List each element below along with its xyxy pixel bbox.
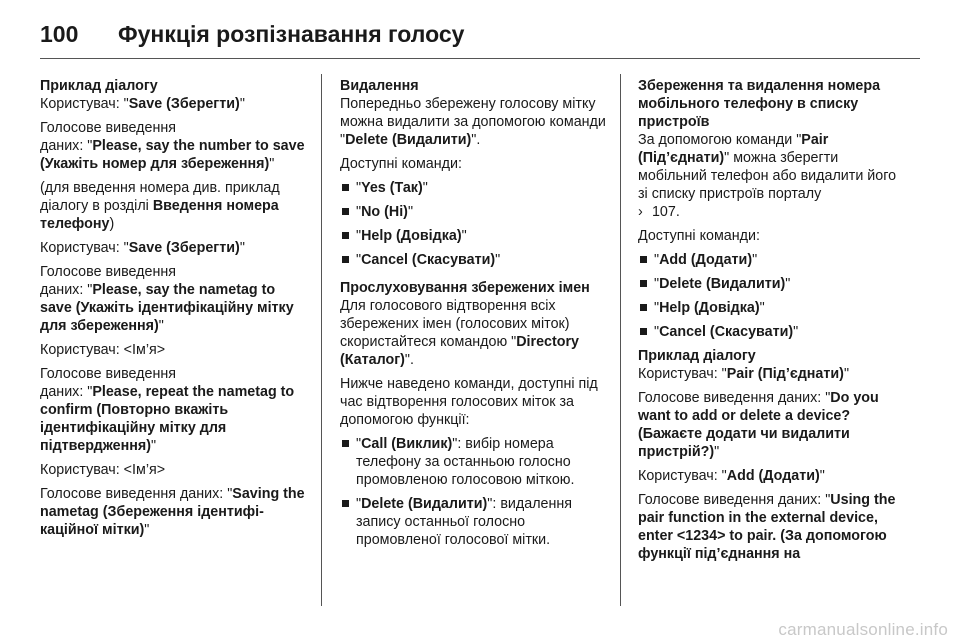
dialog-voice-output: Голосове виведення даних: "Please, repeat the nametag to confirm (Повторно вкажіть ідентифікаційну мітку для підтвердження)" xyxy=(40,366,295,454)
bullet-square-icon xyxy=(640,256,647,263)
dialog-voice-output: Голосове виведення даних: "Saving the nametag (Збереження ідентифікаційної мітки)" xyxy=(40,486,305,538)
dialog-user-line: Користувач: "Pair (Під’єднати)" xyxy=(638,366,850,382)
column-2 xyxy=(340,77,608,555)
bullet-item: "Add (Додати)" xyxy=(638,251,906,269)
page-title: Функція розпізнавання голосу xyxy=(118,20,465,47)
bullet-square-icon xyxy=(342,184,349,191)
dialog-note: (для введення номера див. приклад діалогу в розділі Введення номера телефону) xyxy=(40,180,280,232)
page-reference: 107. xyxy=(651,204,680,220)
bullet-square-icon xyxy=(342,208,349,215)
bullet-item: "Help (Довідка)" xyxy=(340,227,608,245)
dialog-voice-output: Голосове виведення даних: "Using the pair function in the external device, enter <1234> to pair. (За допомогою функції під’єднання на xyxy=(638,492,896,562)
column-3 xyxy=(638,77,906,569)
dialog-user-line: Користувач: "Save (Зберегти)" xyxy=(40,240,245,256)
watermark: carmanualsonline.info xyxy=(778,620,948,639)
page-header xyxy=(40,14,464,54)
paragraph: Нижче наведено команди, доступні під час відтворення голосових міток за допомогою функції: xyxy=(340,376,598,428)
bullet-square-icon xyxy=(640,328,647,335)
page-number: 100 xyxy=(40,20,79,47)
section-heading: Видалення xyxy=(340,78,419,94)
bullet-square-icon xyxy=(342,256,349,263)
paragraph: За допомогою команди "Pair (Під’єднати)" можна зберегти мобільний телефон або видалити його зі списку пристроїв порталу › 107. xyxy=(638,132,897,220)
section-heading: Приклад діалогу xyxy=(638,348,756,364)
dialog-user-line: Користувач: "Save (Зберегти)" xyxy=(40,96,245,112)
bullet-item: "No (Ні)" xyxy=(340,203,608,221)
dialog-user-line: Користувач: <Ім’я> xyxy=(40,462,166,478)
paragraph: Доступні команди: xyxy=(340,156,462,172)
section-heading: Збереження та видалення номера мобільного телефону в списку пристроїв xyxy=(638,78,881,130)
header-rule xyxy=(40,58,920,59)
paragraph: Для голосового відтворення всіх збережених імен (голосових міток) скористайтеся командою "Directory (Каталог)". xyxy=(340,298,580,368)
bullet-item: "Help (Довідка)" xyxy=(638,299,906,317)
column-1 xyxy=(40,77,308,545)
bullet-square-icon xyxy=(342,440,349,447)
bullet-item: "Delete (Видалити)": видалення запису останньої голосно промовленої голосової мітки. xyxy=(340,495,608,549)
column-divider xyxy=(321,74,322,606)
cross-reference: Введення номера телефону xyxy=(40,198,279,232)
bullet-item: "Delete (Видалити)" xyxy=(638,275,906,293)
bullet-item: "Yes (Так)" xyxy=(340,179,608,197)
dialog-voice-output: Голосове виведення даних: "Please, say the number to save (Укажіть номер для збереження)" xyxy=(40,120,305,172)
dialog-voice-output: Голосове виведення даних: "Please, say the nametag to save (Укажіть ідентифікаційну мітку для збереження)" xyxy=(40,264,294,334)
bullet-item: "Cancel (Скасувати)" xyxy=(340,251,608,269)
paragraph: Попередньо збережену голосову мітку можна видалити за допомогою команди "Delete (Видалити)". xyxy=(340,96,606,148)
page-reference-arrow-icon: › xyxy=(638,204,643,220)
dialog-voice-output: Голосове виведення даних: "Do you want to add or delete a device? (Бажаєте додати чи видалити пристрій?)" xyxy=(638,390,879,460)
paragraph: Доступні команди: xyxy=(638,228,760,244)
dialog-user-line: Користувач: <Ім’я> xyxy=(40,342,166,358)
section-heading: Прослуховування збережених імен xyxy=(340,280,590,296)
section-heading: Приклад діалогу xyxy=(40,78,158,94)
bullet-item: "Cancel (Скасувати)" xyxy=(638,323,906,341)
bullet-square-icon xyxy=(342,500,349,507)
bullet-square-icon xyxy=(640,280,647,287)
bullet-square-icon xyxy=(342,232,349,239)
bullet-square-icon xyxy=(640,304,647,311)
column-divider xyxy=(620,74,621,606)
bullet-item: "Call (Виклик)": вибір номера телефону за останньою голосно промовленою голосовою міткою. xyxy=(340,435,608,489)
dialog-user-line: Користувач: "Add (Додати)" xyxy=(638,468,825,484)
